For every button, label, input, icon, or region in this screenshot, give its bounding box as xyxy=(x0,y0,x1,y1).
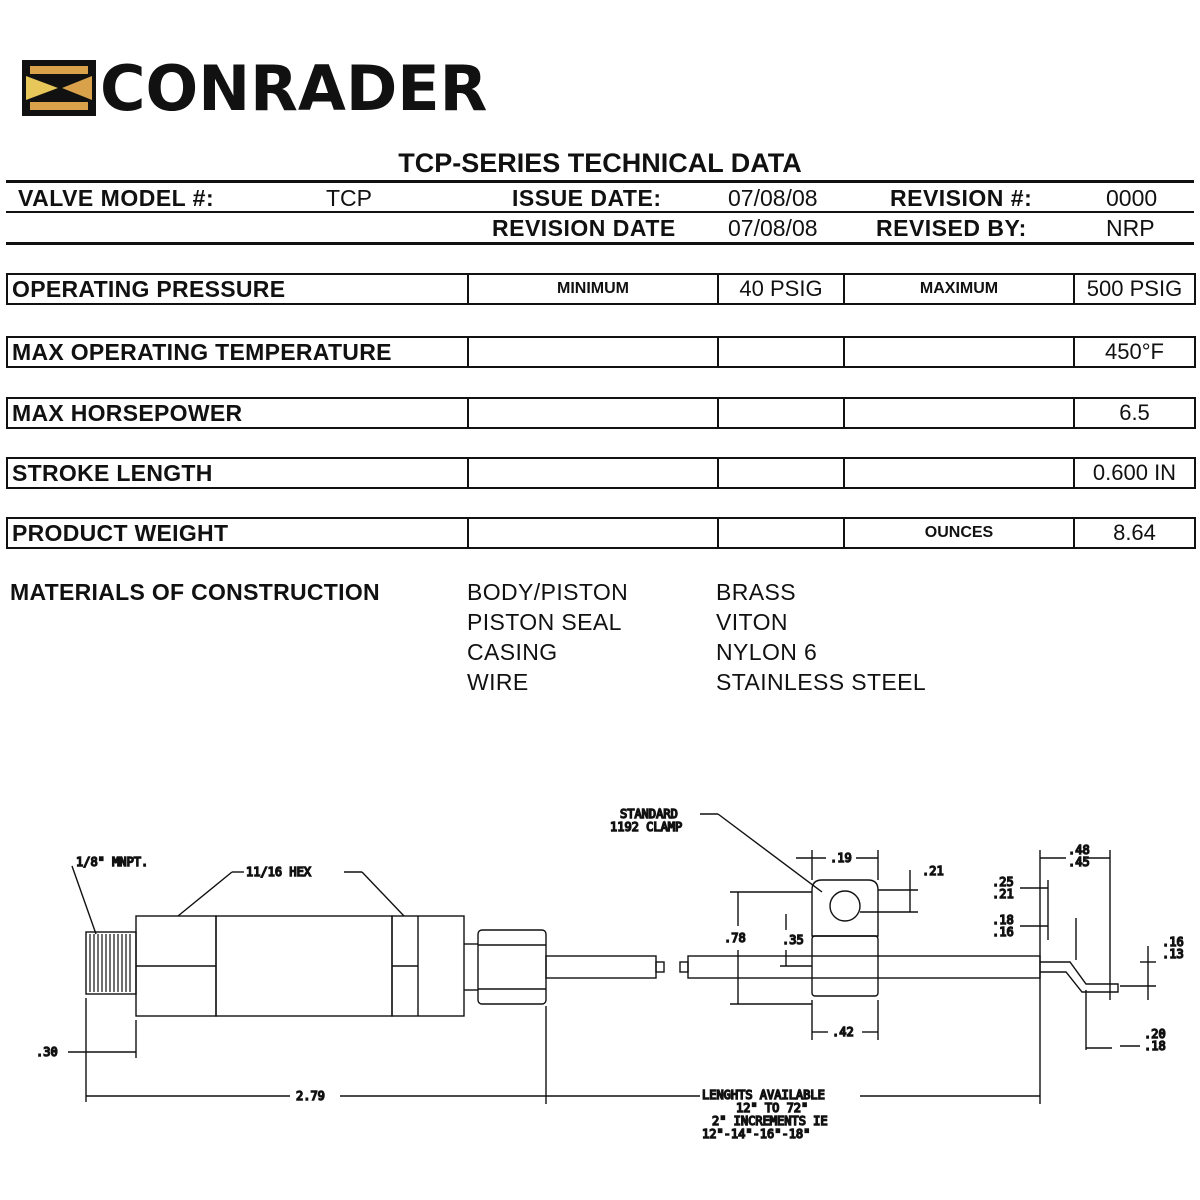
dim-18: .18 xyxy=(992,913,1014,927)
material-value: BRASS xyxy=(716,579,796,605)
spec-col1 xyxy=(469,519,719,547)
dim-48: .48 xyxy=(1068,843,1090,857)
spec-col1 xyxy=(469,399,719,427)
valve-model-label: VALVE MODEL #: xyxy=(18,185,215,211)
valve-body xyxy=(216,916,392,1016)
revision-date-label: REVISION DATE xyxy=(492,215,676,241)
material-value: VITON xyxy=(716,609,788,635)
spec-col2 xyxy=(719,338,845,366)
material-part: WIRE xyxy=(467,669,529,695)
spec-row-stroke-length xyxy=(6,457,1196,489)
spec-col1 xyxy=(469,459,719,487)
dim-30: .30 xyxy=(36,1045,58,1059)
dim-18b: .18 xyxy=(1144,1039,1166,1053)
clamp-label-1: STANDARD xyxy=(620,807,678,821)
spec-col3: OUNCES xyxy=(845,519,1075,547)
spec-col2 xyxy=(719,399,845,427)
spec-col3: MAXIMUM xyxy=(845,275,1075,303)
material-part: CASING xyxy=(467,639,558,665)
spec-row-product-weight xyxy=(6,517,1196,549)
spec-row-max-horsepower xyxy=(6,397,1196,429)
spec-col3 xyxy=(845,459,1075,487)
page-title: TCP-SERIES TECHNICAL DATA xyxy=(398,148,802,178)
lengths-line-1: LENGHTS AVAILABLE xyxy=(702,1088,825,1102)
material-value: NYLON 6 xyxy=(716,639,818,665)
spec-label: OPERATING PRESSURE xyxy=(8,275,469,303)
spec-col4: 0.600 IN xyxy=(1092,460,1177,485)
dim-45: .45 xyxy=(1068,855,1090,869)
issue-date-value: 07/08/08 xyxy=(728,185,818,211)
spec-col4: 6.5 xyxy=(1119,400,1150,425)
hex-label: 11/16 HEX xyxy=(246,865,312,879)
spec-col3 xyxy=(845,399,1075,427)
spec-label: PRODUCT WEIGHT xyxy=(8,519,469,547)
spec-row-operating-pressure xyxy=(6,273,1196,305)
clamp-label-2: 1192 CLAMP xyxy=(610,820,683,834)
spec-col1 xyxy=(469,338,719,366)
cable-right xyxy=(688,956,1040,978)
dim-42: .42 xyxy=(832,1025,854,1039)
brand-name: CONRADER xyxy=(100,52,488,125)
dim-19: .19 xyxy=(830,851,852,865)
cable-left xyxy=(546,956,656,978)
thread-fitting xyxy=(86,932,136,994)
spec-col2 xyxy=(719,519,845,547)
conrader-logo-icon xyxy=(22,60,96,116)
header-top-rule xyxy=(6,180,1194,183)
material-part: PISTON SEAL xyxy=(467,609,622,635)
dim-21: .21 xyxy=(922,864,944,878)
issue-date-label: ISSUE DATE: xyxy=(512,185,662,211)
revised-by-value: NRP xyxy=(1106,215,1155,241)
spec-col2 xyxy=(719,459,845,487)
dim-13: .13 xyxy=(1162,947,1184,961)
dim-78: .78 xyxy=(724,931,746,945)
spec-label: STROKE LENGTH xyxy=(8,459,469,487)
revised-by-label: REVISED BY: xyxy=(876,215,1027,241)
revision-date-value: 07/08/08 xyxy=(728,215,818,241)
spec-label: MAX HORSEPOWER xyxy=(8,399,469,427)
lengths-line-3: 2" INCREMENTS IE xyxy=(712,1114,828,1128)
dim-21b: .21 xyxy=(992,887,1014,901)
technical-drawing xyxy=(0,790,1200,1150)
header-mid-rule xyxy=(6,211,1194,213)
material-part: BODY/PISTON xyxy=(467,579,629,605)
lengths-line-2: 12" TO 72" xyxy=(736,1101,809,1115)
spec-col4: 450°F xyxy=(1105,339,1164,364)
dim-25: .25 xyxy=(992,875,1014,889)
dim-20: .20 xyxy=(1144,1027,1166,1041)
materials-heading: MATERIALS OF CONSTRUCTION xyxy=(10,579,380,605)
valve-model-value: TCP xyxy=(326,185,372,211)
dim-16b: .16 xyxy=(1162,935,1184,949)
spec-col1: MINIMUM xyxy=(469,275,719,303)
material-value: STAINLESS STEEL xyxy=(716,669,927,695)
wire-end xyxy=(1040,962,1118,992)
materials-parts xyxy=(467,577,628,697)
cable-nut xyxy=(478,930,546,1004)
revision-number-value: 0000 xyxy=(1106,185,1158,211)
spec-label: MAX OPERATING TEMPERATURE xyxy=(8,338,469,366)
lengths-line-4: 12"-14"-16"-18" xyxy=(702,1127,811,1141)
dim-279: 2.79 xyxy=(296,1089,325,1103)
spec-col3 xyxy=(845,338,1075,366)
header-bottom-rule xyxy=(6,242,1194,245)
dim-16: .16 xyxy=(992,925,1014,939)
spec-col2: 40 PSIG xyxy=(719,275,845,303)
spec-row-max-temperature xyxy=(6,336,1196,368)
dim-35: .35 xyxy=(782,933,804,947)
revision-number-label: REVISION #: xyxy=(890,185,1033,211)
mnpt-label: 1/8" MNPT. xyxy=(76,855,149,869)
materials-values xyxy=(716,577,926,697)
spec-col4: 500 PSIG xyxy=(1086,276,1183,301)
spec-col4: 8.64 xyxy=(1113,520,1156,545)
